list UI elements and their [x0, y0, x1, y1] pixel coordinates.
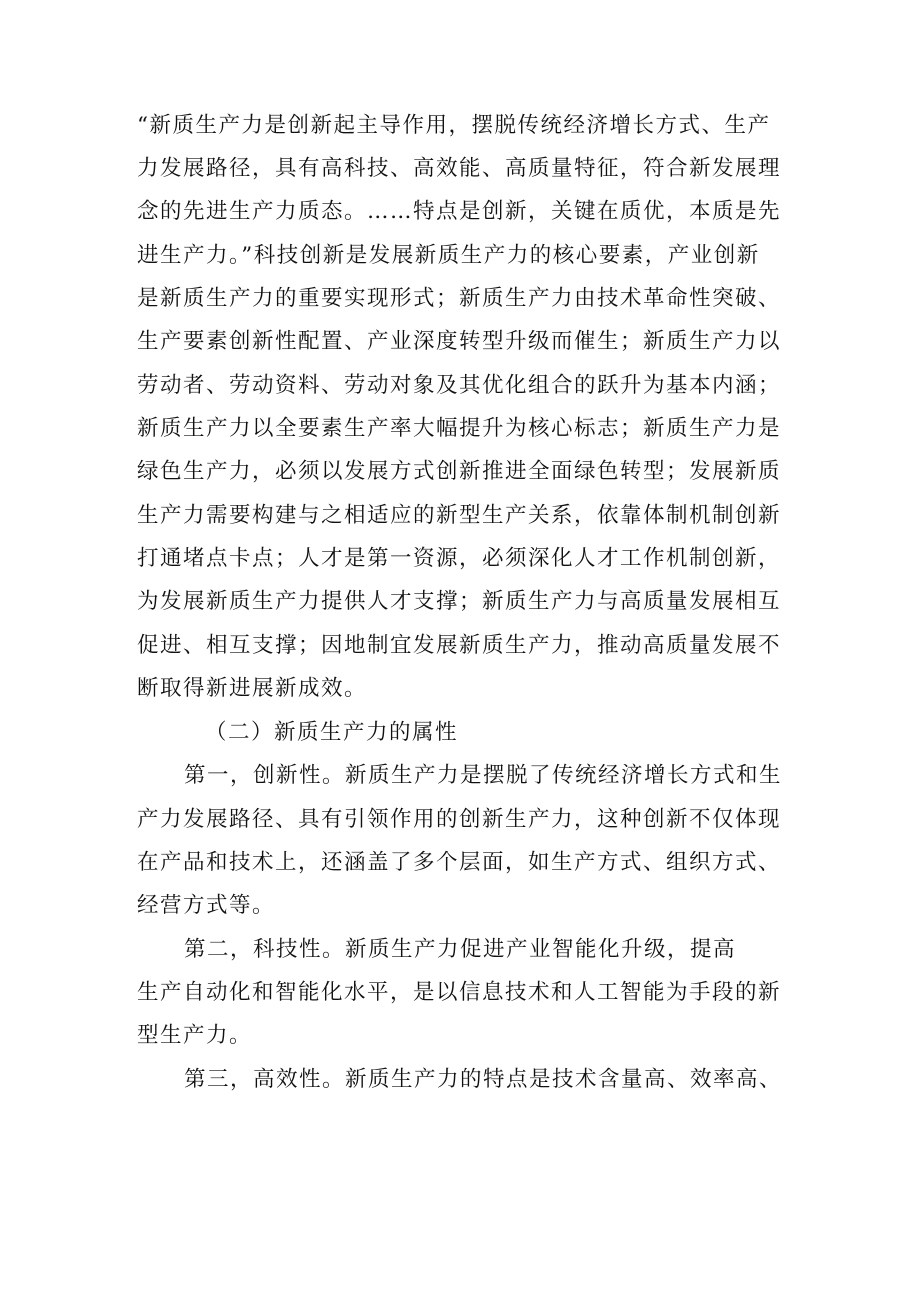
paragraph-1-line-14: 断取得新进展新成效。	[137, 676, 368, 701]
paragraph-1-line-6: 生产要素创新性配置、产业深度转型升级而催生；新质生产力以	[137, 329, 782, 354]
paragraph-1-line-13: 促进、相互支撑；因地制宜发展新质生产力，推动高质量发展不	[137, 633, 782, 658]
paragraph-1-line-9: 绿色生产力，必须以发展方式创新推进全面绿色转型；发展新质	[137, 459, 782, 484]
paragraph-1-line-7: 劳动者、劳动资料、劳动对象及其优化组合的跃升为基本内涵；	[137, 373, 782, 398]
paragraph-4-line-1: 第三，高效性。新质生产力的特点是技术含量高、效率高、	[184, 1067, 783, 1092]
paragraph-1-line-5: 是新质生产力的重要实现形式；新质生产力由技术革命性突破、	[137, 286, 782, 311]
paragraph-3-line-2: 生产自动化和智能化水平，是以信息技术和人工智能为手段的新	[137, 980, 782, 1005]
paragraph-1-line-1: “新质生产力是创新起主导作用，摆脱传统经济增长方式、生产	[137, 113, 771, 138]
paragraph-1-line-12: 为发展新质生产力提供人才支撑；新质生产力与高质量发展相互	[137, 589, 782, 614]
paragraph-2-line-4: 经营方式等。	[137, 893, 276, 918]
paragraph-1-line-3: 念的先进生产力质态。……特点是创新，关键在质优，本质是先	[137, 199, 782, 224]
paragraph-2-line-1: 第一，创新性。新质生产力是摆脱了传统经济增长方式和生	[184, 763, 783, 788]
paragraph-3-line-1: 第二，科技性。新质生产力促进产业智能化升级，提高	[184, 937, 737, 962]
paragraph-1-line-4: 进生产力。”科技创新是发展新质生产力的核心要素，产业创新	[137, 243, 760, 268]
paragraph-1-line-11: 打通堵点卡点；人才是第一资源，必须深化人才工作机制创新，	[137, 546, 782, 571]
paragraph-3-line-3: 型生产力。	[137, 1023, 253, 1048]
paragraph-1-line-2: 力发展路径，具有高科技、高效能、高质量特征，符合新发展理	[137, 156, 782, 181]
section-heading: （二）新质生产力的属性	[205, 720, 459, 745]
paragraph-2-line-3: 在产品和技术上，还涵盖了多个层面，如生产方式、组织方式、	[137, 850, 782, 875]
paragraph-1-line-8: 新质生产力以全要素生产率大幅提升为核心标志；新质生产力是	[137, 416, 782, 441]
paragraph-2-line-2: 产力发展路径、具有引领作用的创新生产力，这种创新不仅体现	[137, 807, 782, 832]
paragraph-1-line-10: 生产力需要构建与之相适应的新型生产关系，依靠体制机制创新	[137, 503, 782, 528]
